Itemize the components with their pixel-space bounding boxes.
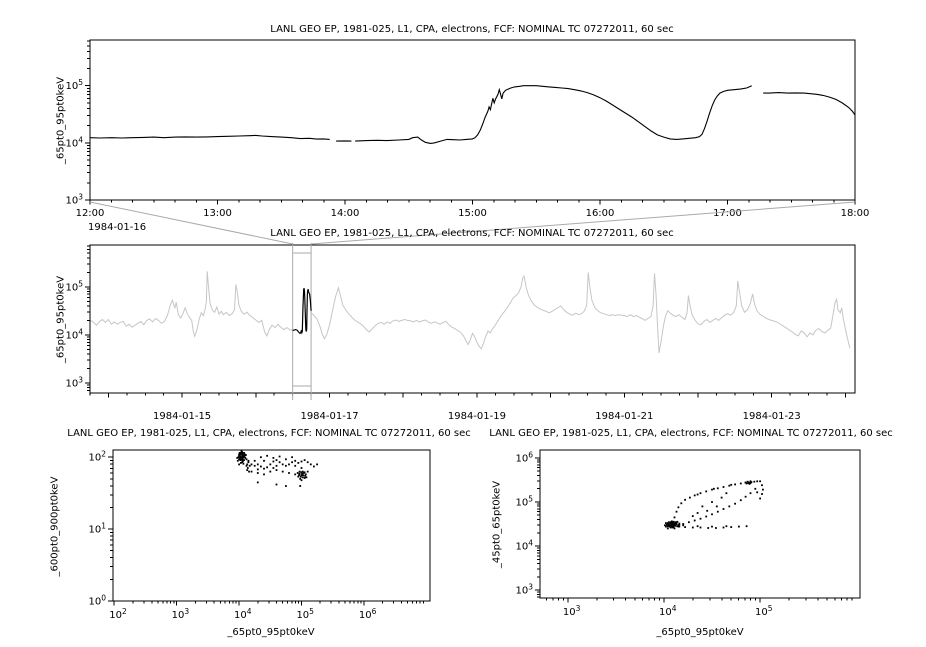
context-panel-title: LANL GEO EP, 1981-025, L1, CPA, electrons, FCF: NOMINAL TC 07272011, 60 sec [270,228,674,239]
panel-scatter-600-900 [88,450,430,621]
plot-area-context-overview[interactable] [90,245,855,393]
svg-text:16:00: 16:00 [585,208,615,219]
svg-text:15:00: 15:00 [458,208,487,219]
scatter-left-title: LANL GEO EP, 1981-025, L1, CPA, electrons, FCF: NOMINAL TC 07272011, 60 sec [67,428,471,439]
scatter-right-title: LANL GEO EP, 1981-025, L1, CPA, electrons, FCF: NOMINAL TC 07272011, 60 sec [489,428,893,439]
svg-text:103: $10^3$ [171,607,190,621]
scatter-right-ylabel: _45pt0_65pt0keV [491,480,503,569]
scatter-right-xlabel: _65pt0_95pt0keV [656,627,744,638]
svg-text:12:00: 12:00 [75,208,105,219]
context-gray-line [91,271,293,336]
top-panel-title: LANL GEO EP, 1981-025, L1, CPA, electrons, FCF: NOMINAL TC 07272011, 60 sec [270,24,674,35]
svg-text:103: $10^3$ [515,582,533,597]
svg-text:106: $10^6$ [515,450,533,465]
scatter-600-900-points [236,451,318,487]
top-panel-date-label: 1984-01-16 [88,222,147,233]
context-panel-ylabel: _65pt0_95pt0keV [55,275,67,364]
context-zoom-box[interactable] [293,243,311,400]
svg-text:104: $10^4$ [515,538,533,553]
svg-text:102: $10^2$ [109,607,127,621]
svg-text:106: $10^6$ [358,607,377,621]
svg-text:105: $10^5$ [65,279,83,294]
svg-text:105: $10^5$ [515,494,533,509]
svg-text:17:00: 17:00 [713,208,742,219]
svg-text:105: $10^5$ [755,604,773,618]
svg-text:18:00: 18:00 [840,208,870,219]
svg-text:103: $10^3$ [65,192,83,207]
svg-text:104: $10^4$ [65,135,83,150]
svg-text:1984-01-21: 1984-01-21 [595,411,654,422]
svg-text:1984-01-17: 1984-01-17 [300,411,359,422]
context-gray-line [311,272,850,353]
svg-text:13:00: 13:00 [203,208,232,219]
panel-scatter-45-65 [515,450,860,618]
_65pt0_95pt0keV-line [90,135,330,139]
svg-text:100: $10^0$ [88,593,106,608]
svg-text:102: $10^2$ [88,449,106,464]
svg-text:105: $10^5$ [296,607,314,621]
svg-text:1984-01-15: 1984-01-15 [153,411,212,422]
svg-text:104: $10^4$ [65,327,83,342]
scatter-left-xlabel: _65pt0_95pt0keV [227,627,315,638]
svg-text:105: $10^5$ [65,78,83,93]
plot-area-zoomed-timeseries[interactable] [90,40,855,200]
scatter-45-65-points [664,480,764,529]
plot-area-scatter-600-900[interactable] [113,450,430,601]
svg-text:1984-01-19: 1984-01-19 [447,411,506,422]
_65pt0_95pt0keV-line [763,93,855,115]
panel-zoomed-timeseries [65,40,869,219]
scatter-left-ylabel: _600pt0_900pt0keV [49,476,61,577]
_65pt0_95pt0keV-line [355,86,752,144]
top-panel-ylabel: _65pt0_95pt0keV [55,76,67,165]
svg-text:104: $10^4$ [658,604,677,618]
svg-text:1984-01-23: 1984-01-23 [742,411,801,422]
plot-area-scatter-45-65[interactable] [540,450,860,598]
svg-text:103: $10^3$ [65,375,83,390]
svg-text:14:00: 14:00 [330,208,360,219]
svg-text:104: $10^4$ [234,607,252,621]
svg-text:101: $10^1$ [88,521,106,536]
svg-text:103: $10^3$ [562,604,581,618]
